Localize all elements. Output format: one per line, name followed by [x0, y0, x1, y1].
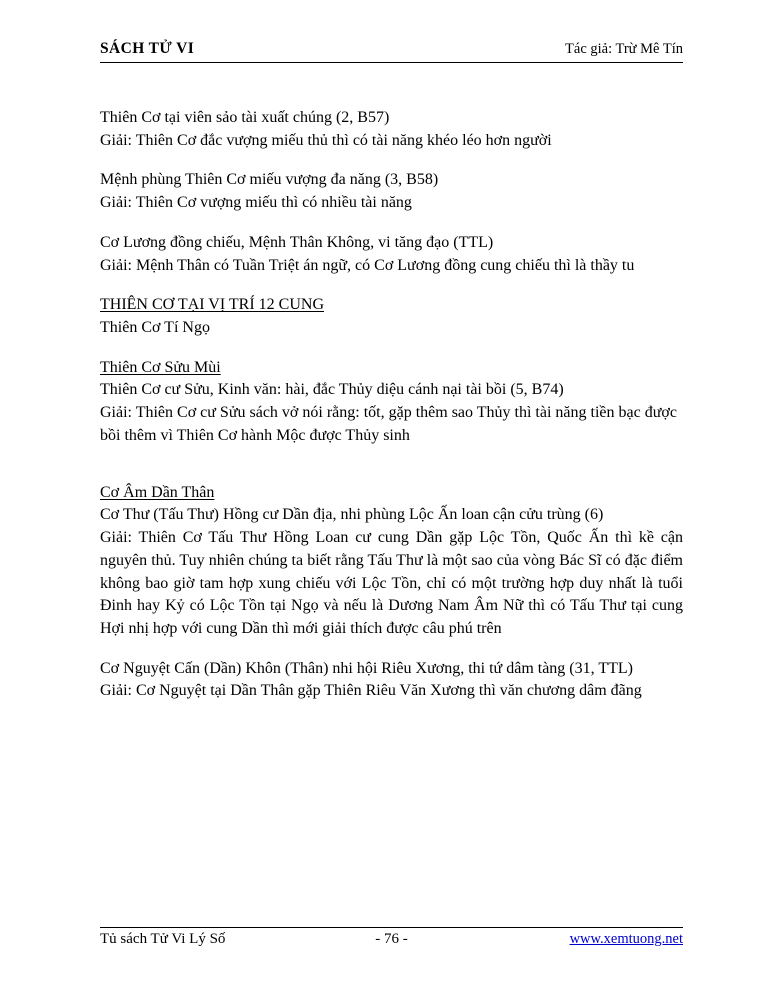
- paragraph-2-line-2: Giải: Thiên Cơ vượng miếu thì có nhiều tài năng: [100, 194, 412, 212]
- paragraph-5-line-2: Giải: Thiên Cơ Tấu Thư Hồng Loan cư cung Dần gặp Lộc Tồn, Quốc Ấn thì kề cận nguyên thủ. Tuy nhiên chúng ta biết rằng Tấu Thư là một sao của vòng Bác Sĩ có đặc điểm không bao giờ tam hợp xung chiếu với Lộc Tồn, chỉ có một trường hợp duy nhất là tuổi Đinh hay Kỷ có Lộc Tồn tại Ngọ và nếu là Dương Nam Âm Nữ thì có Tấu Thư tại cung Hợi nhị hợp với cung Dần thì mới giải thích được câu phú trên: [100, 529, 683, 637]
- spacer: [100, 215, 683, 232]
- paragraph-2-line-1: Mệnh phùng Thiên Cơ miếu vượng đa năng (3, B58): [100, 171, 439, 189]
- page-header: [100, 40, 683, 63]
- paragraph-2: [100, 169, 683, 214]
- subsection-heading-ti-ngo: Thiên Cơ Tí Ngọ: [100, 319, 210, 337]
- page-body: [100, 107, 683, 703]
- header-book-title: SÁCH TỬ VI: [100, 40, 195, 57]
- paragraph-1: [100, 107, 683, 152]
- paragraph-1-line-2: Giải: Thiên Cơ đắc vượng miếu thủ thì có tài năng khéo léo hơn người: [100, 131, 552, 149]
- section-suu-mui: [100, 357, 683, 448]
- spacer: [100, 340, 683, 357]
- spacer: [100, 277, 683, 294]
- paragraph-4-line-1: Thiên Cơ cư Sửu, Kinh văn: hài, đắc Thủy diệu cánh nại tài bồi (5, B74): [100, 381, 564, 399]
- subsection-heading-am-dan-than: Cơ Âm Dần Thân: [100, 483, 215, 501]
- header-author: Tác giả: Trừ Mê Tín: [565, 41, 683, 57]
- footer-website-link[interactable]: www.xemtuong.net: [569, 931, 683, 947]
- paragraph-6-line-2: Giải: Cơ Nguyệt tại Dần Thân gặp Thiên Riêu Văn Xương thì văn chương dâm đãng: [100, 682, 642, 700]
- spacer: [100, 152, 683, 169]
- paragraph-6-line-1: Cơ Nguyệt Cấn (Dần) Khôn (Thân) nhi hội Riêu Xương, thi tứ dâm tàng (31, TTL): [100, 659, 633, 677]
- paragraph-3: [100, 232, 683, 277]
- paragraph-6: [100, 658, 683, 703]
- spacer-large: [100, 448, 683, 482]
- section-heading-block: [100, 294, 683, 339]
- footer-page-number: - 76 -: [375, 931, 408, 947]
- section-am-dan-than: [100, 482, 683, 641]
- subsection-heading-suu-mui: Thiên Cơ Sửu Mùi: [100, 358, 221, 376]
- paragraph-3-line-2: Giải: Mệnh Thân có Tuần Triệt án ngữ, có Cơ Lương đồng cung chiếu thì là thầy tu: [100, 256, 635, 274]
- page-footer: [100, 927, 683, 948]
- paragraph-3-line-1: Cơ Lương đồng chiếu, Mệnh Thân Không, vi tăng đạo (TTL): [100, 233, 494, 251]
- footer-publisher: Tủ sách Tử Vi Lý Số: [100, 931, 226, 947]
- section-heading: THIÊN CƠ TẠI VỊ TRÍ 12 CUNG: [100, 296, 324, 314]
- spacer: [100, 641, 683, 658]
- paragraph-5-line-1: Cơ Thư (Tấu Thư) Hồng cư Dần địa, nhi phùng Lộc Ấn loan cận cửu trùng (6): [100, 506, 604, 524]
- paragraph-4-line-2: Giải: Thiên Cơ cư Sửu sách vở nói rằng: tốt, gặp thêm sao Thủy thì tài năng tiền bạc được bồi thêm vì Thiên Cơ hành Mộc được Thủy sinh: [100, 404, 677, 444]
- paragraph-1-line-1: Thiên Cơ tại viên sảo tài xuất chúng (2, B57): [100, 109, 390, 126]
